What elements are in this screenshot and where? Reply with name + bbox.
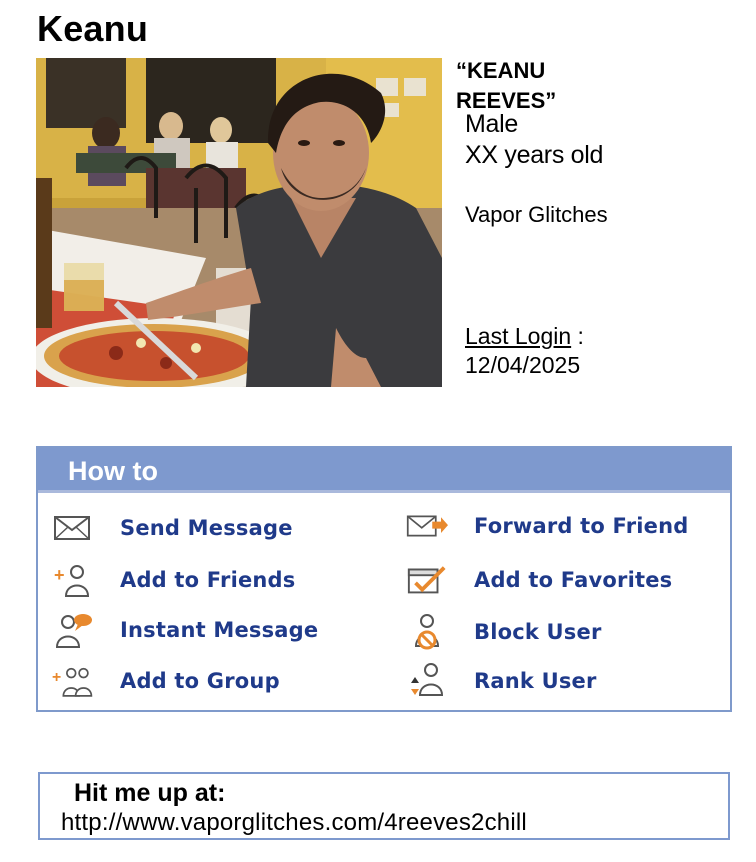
envelope-icon <box>52 508 94 548</box>
forward-to-friend-button[interactable] <box>406 506 689 546</box>
add-to-favorites-label: Add to Favorites <box>474 568 673 592</box>
last-login-label: Last Login <box>465 323 572 349</box>
how-to-actions <box>38 490 730 710</box>
add-to-favorites-button[interactable] <box>406 560 672 600</box>
send-message-button[interactable] <box>52 508 293 548</box>
last-login <box>465 322 584 380</box>
contact-label: Hit me up at: <box>74 779 226 807</box>
contact-box <box>38 772 730 840</box>
rank-user-label: Rank User <box>474 669 597 693</box>
instant-message-label: Instant Message <box>120 618 319 642</box>
last-login-separator: : <box>571 323 584 349</box>
forward-envelope-icon <box>406 506 448 546</box>
last-login-value: 12/04/2025 <box>465 352 581 378</box>
block-user-button[interactable] <box>406 612 602 652</box>
add-to-friends-button[interactable] <box>52 560 296 600</box>
how-to-header <box>38 448 730 490</box>
send-message-label: Send Message <box>120 516 293 540</box>
profile-age: XX years old <box>465 141 604 169</box>
how-to-title: How to <box>68 456 158 486</box>
contact-url-link[interactable]: http://www.vaporglitches.com/4reeves2chill <box>61 809 527 836</box>
profile-photo <box>36 58 442 387</box>
instant-message-button[interactable] <box>52 610 318 650</box>
forward-to-friend-label: Forward to Friend <box>474 514 689 538</box>
add-group-icon <box>52 661 94 701</box>
add-to-friends-label: Add to Friends <box>120 568 296 592</box>
svg-text:+: + <box>52 668 62 686</box>
page-title: Keanu <box>37 8 149 49</box>
block-user-icon <box>406 612 448 652</box>
block-user-label: Block User <box>474 620 602 644</box>
rank-user-button[interactable] <box>406 661 597 701</box>
add-friend-icon <box>52 560 94 600</box>
how-to-panel <box>36 446 732 712</box>
profile-gender: Male <box>465 110 518 138</box>
favorites-checkbox-icon <box>406 560 448 600</box>
rank-user-icon <box>406 661 448 701</box>
profile-quote: “KEANU REEVES” <box>456 58 557 113</box>
svg-text:+: + <box>54 565 65 585</box>
add-to-group-label: Add to Group <box>120 669 280 693</box>
profile-location: Vapor Glitches <box>465 202 608 227</box>
instant-message-icon <box>52 610 94 650</box>
add-to-group-button[interactable] <box>52 661 280 701</box>
